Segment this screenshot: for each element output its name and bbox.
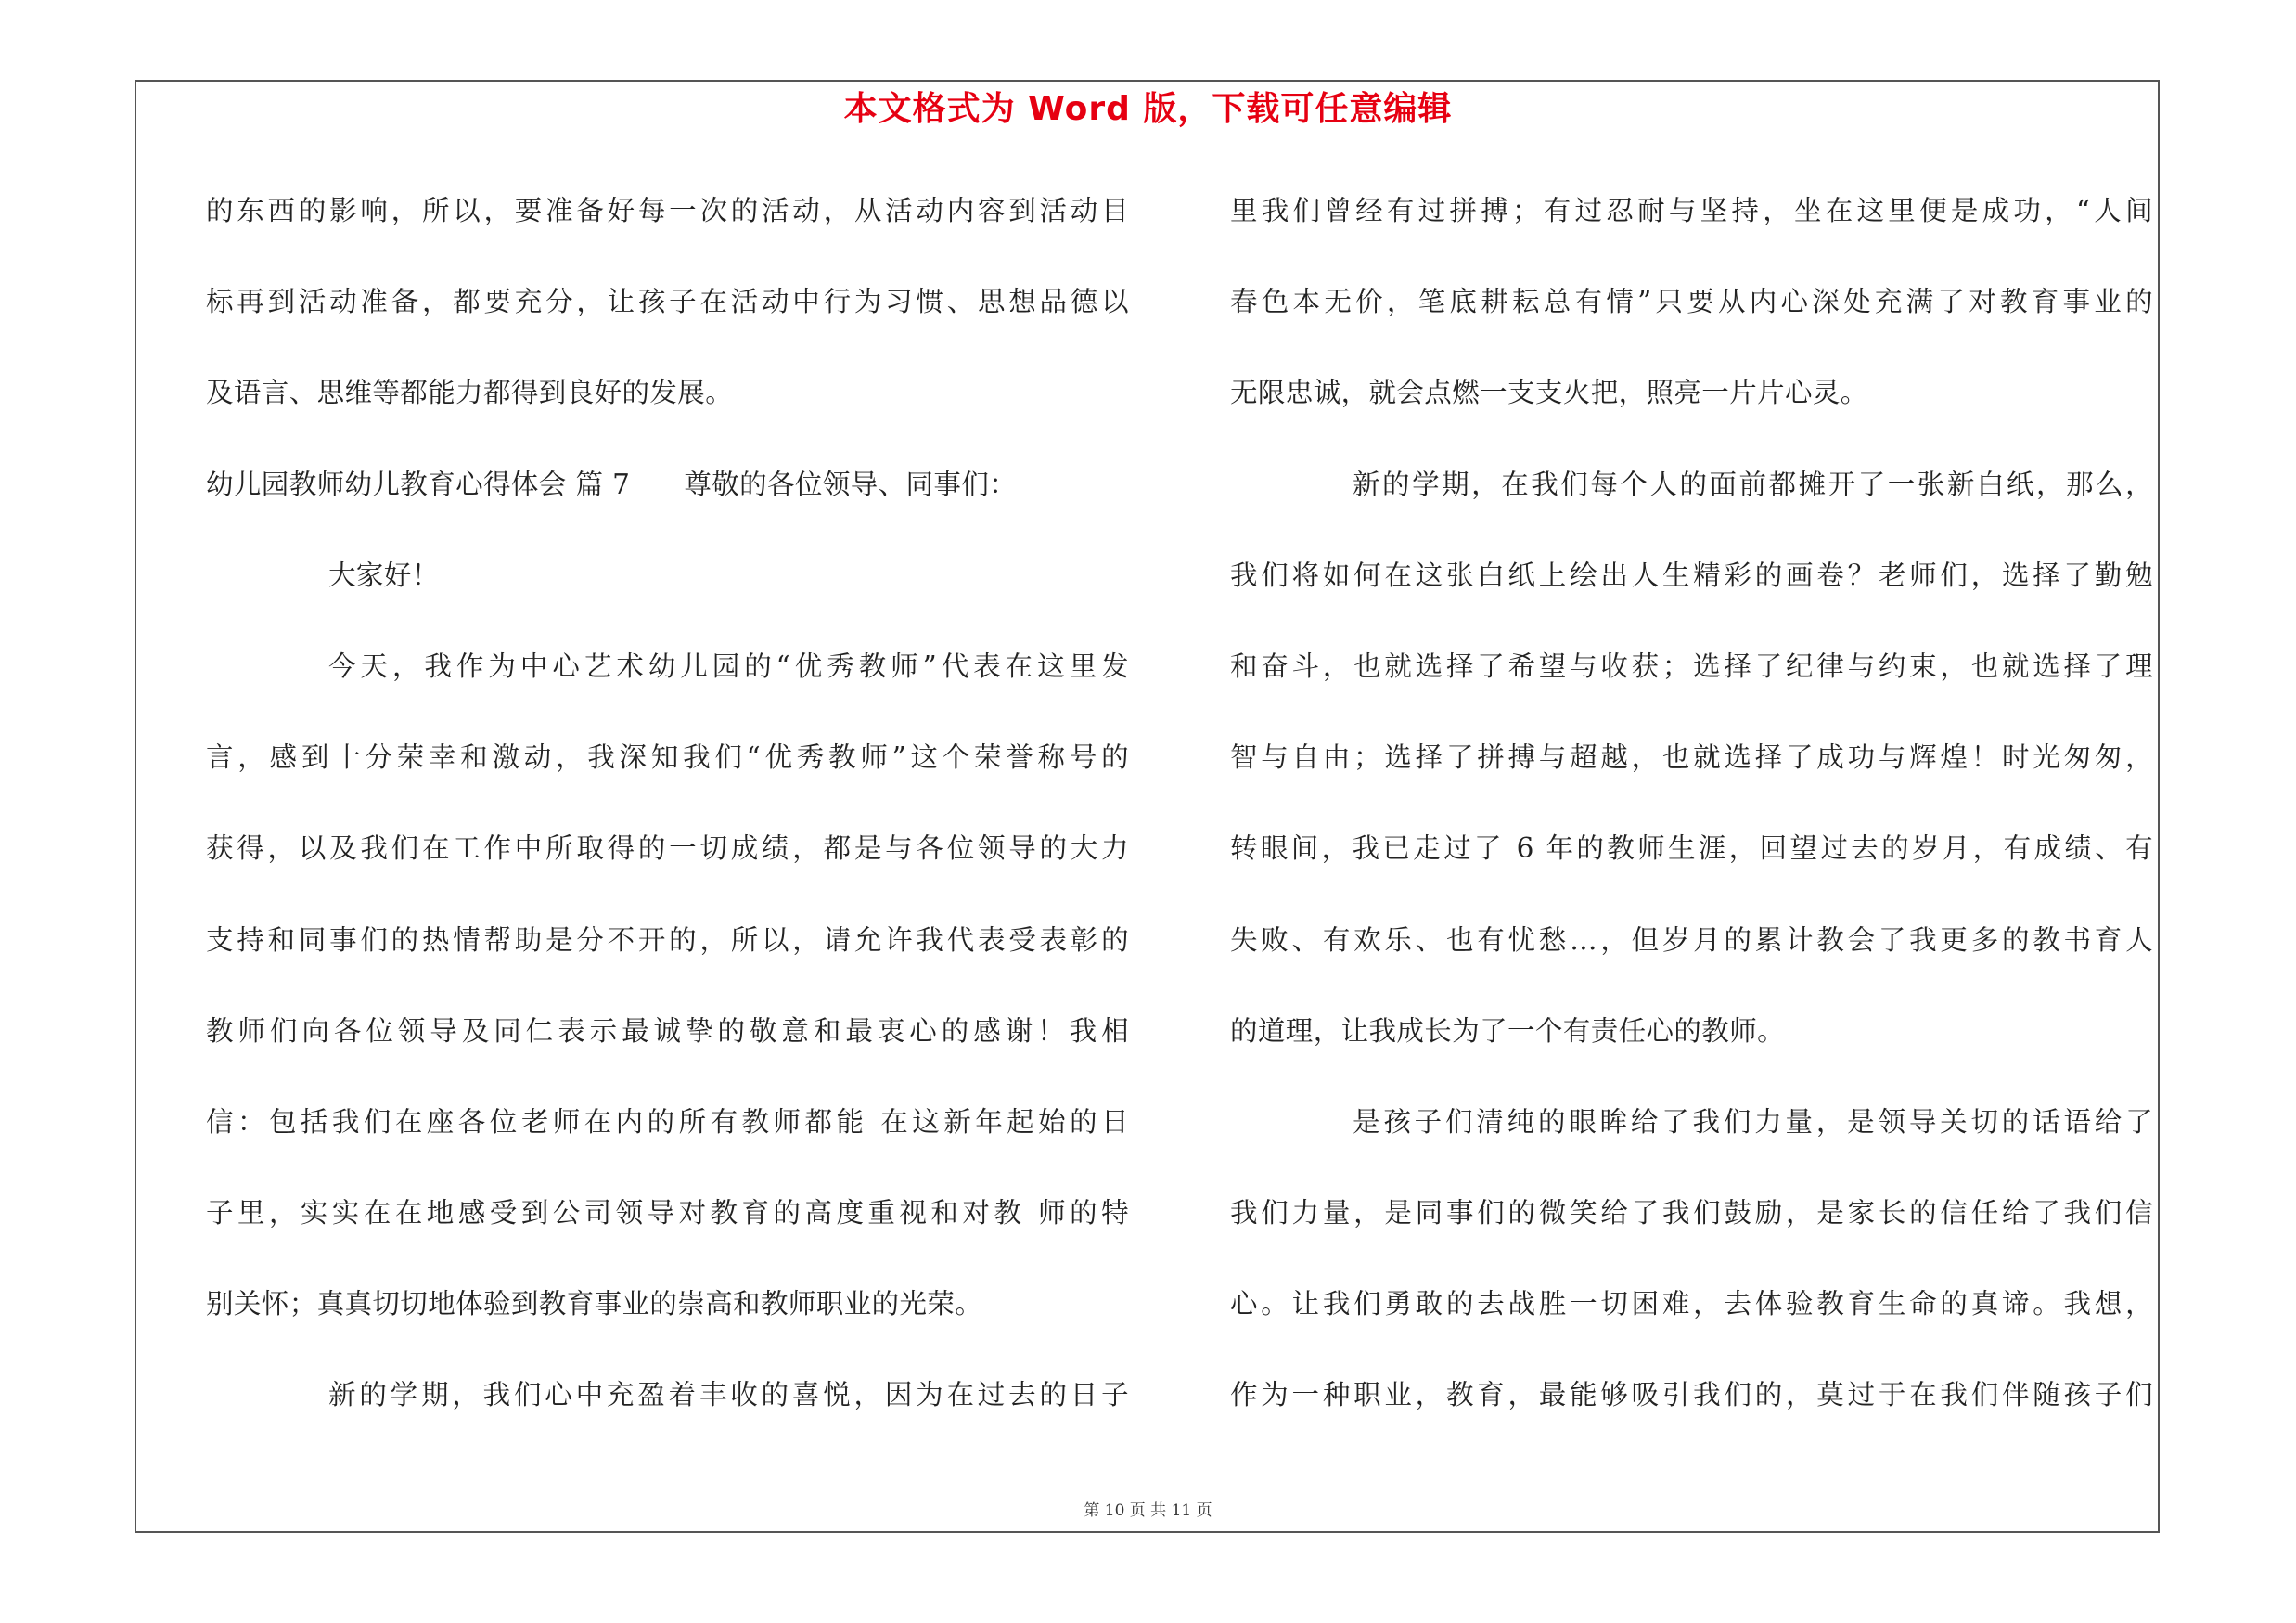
format-banner: 本文格式为 Word 版，下载可任意编辑 [843,90,1453,128]
text-line: 和奋斗，也就选择了希望与收获；选择了纪律与约束，也就选择了理 [1230,650,2153,682]
text-line: 今天，我作为中心艺术幼儿园的“优秀教师”代表在这里发 [328,650,1129,682]
section-heading [206,458,1129,549]
text-line: 子里，实实在在地感受到公司领导对教育的高度重视和对教 师的特 [206,1197,1129,1230]
text-line: 我们力量，是同事们的微笑给了我们鼓励，是家长的信任给了我们信 [1230,1197,2153,1230]
text-line: 教师们向各位领导及同仁表示最诚挚的敬意和最衷心的感谢！我相 [206,1014,1129,1047]
section-title: 幼儿园教师幼儿教育心得体会 篇 7 [206,468,631,500]
text-line: 失败、有欢乐、也有忧愁…，但岁月的累计教会了我更多的教书育人 [1230,923,2153,956]
text-line: 作为一种职业，教育，最能够吸引我们的，莫过于在我们伴随孩子们 [1230,1379,2153,1411]
text-line: 标再到活动准备，都要充分，让孩子在活动中行为习惯、思想品德以 [206,286,1129,318]
text-line: 获得，以及我们在工作中所取得的一切成绩，都是与各位领导的大力 [206,832,1129,865]
text-line: 智与自由；选择了拼搏与超越，也就选择了成功与辉煌！时光匆匆， [1230,741,2153,774]
text-line: 的道理，让我成长为了一个有责任心的教师。 [1230,1014,1786,1047]
text-line: 春色本无价，笔底耕耘总有情”只要从内心深处充满了对教育事业的 [1230,286,2153,318]
text-line: 我们将如何在这张白纸上绘出人生精彩的画卷？老师们，选择了勤勉 [1230,559,2153,591]
text-line: 信：包括我们在座各位老师在内的所有教师都能 在这新年起始的日 [206,1105,1129,1138]
text-line: 别关怀；真真切切地体验到教育事业的崇高和教师职业的光荣。 [206,1288,983,1320]
text-line: 是孩子们清纯的眼眸给了我们力量，是领导关切的话语给了 [1353,1105,2153,1138]
text-line: 言，感到十分荣幸和激动，我深知我们“优秀教师”这个荣誉称号的 [206,741,1129,774]
text-line: 的东西的影响，所以，要准备好每一次的活动，从活动内容到活动目 [206,195,1129,226]
text-line: 里我们曾经有过拼搏；有过忍耐与坚持，坐在这里便是成功，“人间 [1230,195,2153,226]
text-line: 转眼间，我已走过了 6 年的教师生涯，回望过去的岁月，有成绩、有 [1230,832,2153,865]
text-line: 新的学期，我们心中充盈着丰收的喜悦，因为在过去的日子 [328,1379,1129,1411]
right-column [1230,185,2153,1461]
page-number: 第 10 页 共 11 页 [1084,1501,1212,1520]
text-line: 大家好！ [328,559,440,591]
text-line: 及语言、思维等都能力都得到良好的发展。 [206,377,734,409]
text-line: 心。让我们勇敢的去战胜一切困难，去体验教育生命的真谛。我想， [1230,1288,2153,1320]
text-line: 支持和同事们的热情帮助是分不开的，所以，请允许我代表受表彰的 [206,923,1129,956]
greeting: 尊敬的各位领导、同事们： [684,468,1018,500]
text-line: 无限忠诚，就会点燃一支支火把，照亮一片片心灵。 [1230,377,1868,409]
left-column [206,185,1129,1461]
text-line: 新的学期，在我们每个人的面前都摊开了一张新白纸，那么， [1353,468,2153,500]
